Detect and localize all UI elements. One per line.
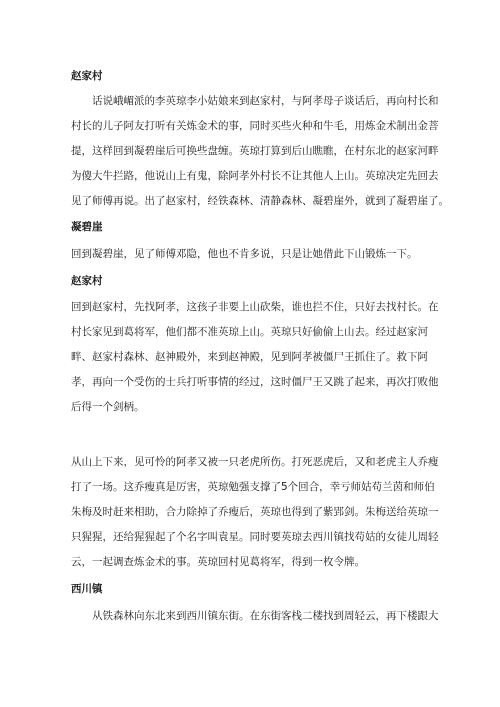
section-heading: 西川镇	[71, 583, 103, 595]
paragraph-line: 打了一场。这乔瘦真是厉害，英琼勉强支撑了5个回合，幸亏师姑苟兰茵和师伯	[71, 481, 435, 493]
section-heading: 凝碧崖	[71, 221, 103, 233]
paragraph-line: 从山上下来，见可怜的阿孝又被一只老虎所伤。打死恶虎后，又和老虎主人乔瘦	[71, 456, 439, 468]
paragraph-line: 村长的儿子阿友打听有关炼金术的事，同时买些火种和牛毛，用炼金术制出金菩	[71, 120, 439, 132]
paragraph-line: 提，这样回到凝碧崖后可换些盘缠。英琼打算到后山瞧瞧，在村东北的赵家河畔	[71, 145, 439, 157]
paragraph-line: 从铁森林向东北来到西川镇东街。在东街客栈二楼找到周轻云，再下楼跟大	[92, 610, 439, 622]
paragraph-line: 为傻大牛拦路，他说山上有鬼，除阿孝外村长不让其他人上山。英琼决定先回去	[71, 170, 439, 182]
paragraph-line: 云，一起调查炼金术的事。英琼回村见葛将军，得到一枚令牌。	[71, 556, 365, 568]
paragraph-line: 话说峨嵋派的李英琼李小姑娘来到赵家村，与阿孝母子谈话后，再向村长和	[92, 95, 439, 107]
paragraph-line: 后得一个剑柄。	[71, 401, 145, 413]
section-heading: 赵家村	[71, 70, 103, 82]
paragraph-line: 朱梅及时赶来相助，合力除掉了乔瘦后，英琼也得到了紫郢剑。朱梅送给英琼一	[71, 506, 439, 518]
section-heading: 赵家村	[71, 275, 103, 287]
paragraph-line: 村长家见到葛将军，他们都不准英琼上山。英琼只好偷偷上山去。经过赵家河	[71, 326, 428, 338]
paragraph-line: 见了师傅再说。出了赵家村，经铁森林、清静森林、凝碧崖外，就到了凝碧崖了。	[71, 195, 449, 207]
paragraph-line: 回到凝碧崖，见了师傅邓隐，他也不肯多说，只是让她借此下山锻炼一下。	[71, 248, 418, 260]
paragraph-line: 回到赵家村，先找阿孝，这孩子非要上山砍柴，谁也拦不住，只好去找村长。在	[71, 301, 439, 313]
paragraph-line: 只猩猩，还给猩猩起了个名字叫袁星。同时要英琼去西川镇找苟姑的女徒儿周轻	[71, 531, 439, 543]
paragraph-line: 畔、赵家村森林、赵神殿外，来到赵神殿，见到阿孝被僵尸王抓住了。救下阿	[71, 351, 428, 363]
paragraph-line: 孝，再向一个受伤的士兵打听事情的经过，这时僵尸王又跳了起来，再次打败他	[71, 376, 439, 388]
